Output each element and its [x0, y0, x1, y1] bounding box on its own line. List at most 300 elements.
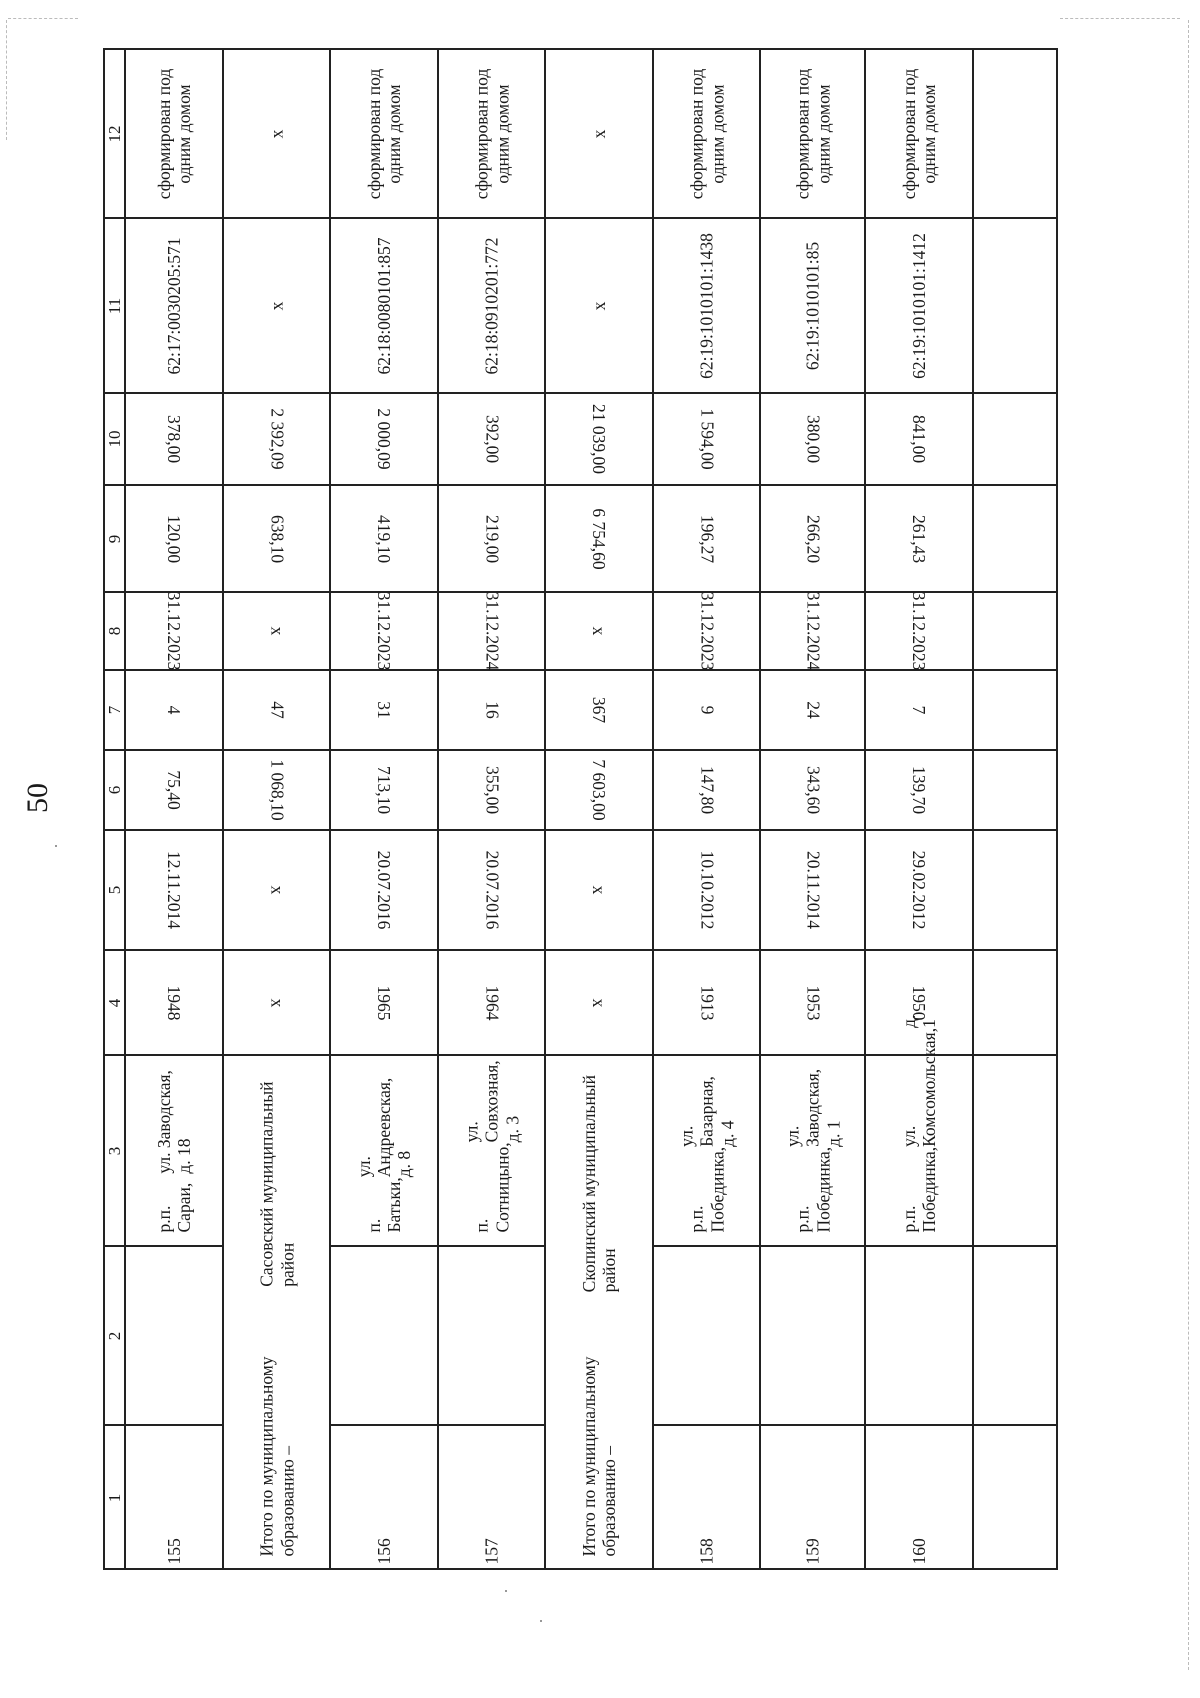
cell-num-line: 156 [373, 1537, 394, 1564]
cell-date1-line: 20.07.2016 [374, 850, 395, 930]
cell-num-line: 160 [908, 1537, 929, 1564]
cell-num-line: 159 [802, 1537, 823, 1564]
header-col-8 [105, 592, 125, 670]
cell-area-line: 713,10 [374, 765, 395, 815]
cell-status-text [653, 50, 760, 218]
cell-people-line: 7 [909, 705, 930, 715]
cell-cadastral-text [865, 218, 973, 393]
cell-v9 [438, 485, 545, 592]
cell-cadastral-text [545, 218, 653, 393]
cell-address [330, 1055, 438, 1246]
cell-year [545, 950, 653, 1055]
cell-date1 [330, 830, 438, 950]
cell-date1-text [545, 830, 653, 950]
cell-cadastral [438, 218, 545, 393]
header-col-6-text [105, 750, 125, 830]
cell-status-line: сформирован под одним домом [686, 68, 727, 200]
cell-date1-line: х [589, 885, 610, 895]
cell-cadastral-text [223, 218, 330, 393]
cell-date2-text [545, 592, 653, 670]
cell-area [125, 750, 223, 830]
cell-v9-text [125, 485, 223, 592]
cell-num-text [125, 1425, 223, 1570]
header-col-9-line: 9 [105, 534, 125, 543]
cell-address-line: ул. Заводская, д. 18 [153, 1069, 194, 1174]
cell-status [223, 50, 330, 218]
cell-date1 [760, 830, 865, 950]
cell-col-2-text [330, 1246, 438, 1425]
cell-year [125, 950, 223, 1055]
cell-num [330, 1425, 438, 1570]
cell-date1 [223, 830, 330, 950]
cell-v10-text [760, 393, 865, 485]
cell-num-text [330, 1425, 438, 1570]
cell-address [865, 1014, 973, 1246]
cell-area [545, 750, 653, 830]
cell-status-line: х [266, 129, 287, 139]
cell-date2-line: х [266, 626, 287, 636]
scan-speck [505, 1590, 507, 1592]
cell-address-line: п. Сотницыно, [471, 1141, 512, 1232]
cell-date2-line: 31.12.2024 [481, 591, 502, 671]
cell-date2 [760, 592, 865, 670]
cell-cadastral-text [125, 218, 223, 393]
cell-num-line: 155 [163, 1537, 184, 1564]
header-col-6-line: 6 [105, 785, 125, 795]
cell-v10-line: 841,00 [909, 414, 930, 464]
header-col-7 [105, 670, 125, 750]
cell-area-line: 1 068,10 [266, 759, 287, 821]
cell-status-text [865, 50, 973, 218]
cell-date2-text [330, 592, 438, 670]
cell-date1-line: 20.07.2016 [481, 850, 502, 930]
header-col-2 [105, 1246, 125, 1425]
cell-address-text [125, 1055, 223, 1246]
header-col-4-text [105, 950, 125, 1055]
cell-date2-line: 31.12.2023 [909, 591, 930, 671]
cell-num-line: 158 [696, 1537, 717, 1564]
cell-cadastral-line: 62:19:1010101:85 [802, 241, 823, 370]
cell-date1-line: 29.02.2012 [909, 850, 930, 930]
cell-address-line: ул. Заводская, д. 1 [782, 1068, 843, 1147]
data-table [103, 48, 1058, 1570]
cell-v10 [865, 393, 973, 485]
cell-subtotal-label-text [545, 1055, 653, 1570]
scan-speck [55, 845, 57, 847]
cell-date1-text [330, 830, 438, 950]
cell-year [653, 950, 760, 1055]
page-number: 50 [21, 783, 54, 813]
header-col-4 [105, 950, 125, 1055]
cell-date1 [545, 830, 653, 950]
cell-area [760, 750, 865, 830]
cell-cadastral-line: 62:18:0080101:857 [373, 236, 394, 375]
header-col-12 [105, 50, 125, 218]
cell-people-text [125, 670, 223, 750]
cell-v10-text [865, 393, 973, 485]
cell-date2 [438, 592, 545, 670]
header-col-5-text [105, 830, 125, 950]
cell-num-text [438, 1425, 545, 1570]
header-col-8-line: 8 [105, 626, 125, 636]
cell-date1-line: 10.10.2012 [696, 850, 717, 930]
cell-col-2 [330, 1246, 438, 1425]
cell-v9-text [865, 485, 973, 592]
cell-cadastral-text [330, 218, 438, 393]
cell-v10 [653, 393, 760, 485]
cell-v9 [653, 485, 760, 592]
cell-col-2 [760, 1246, 865, 1425]
cell-status-line: сформирован под одним домом [153, 68, 194, 200]
cell-v10 [125, 393, 223, 485]
cell-subtotal-label-line: Скопинский муниципальный район [578, 1074, 619, 1292]
cell-v9 [545, 485, 653, 592]
cell-date2-line: 31.12.2023 [374, 591, 395, 671]
cell-area [865, 750, 973, 830]
cell-area-line: 139,70 [909, 765, 930, 815]
cell-date2-line: х [589, 626, 610, 636]
cell-status [653, 50, 760, 218]
cell-people-text [545, 670, 653, 750]
cell-people [653, 670, 760, 750]
cell-cadastral [330, 218, 438, 393]
cell-col-2 [653, 1246, 760, 1425]
header-col-7-text [105, 670, 125, 750]
cell-area-text [865, 750, 973, 830]
scan-edge-top-left [8, 18, 78, 19]
cell-cadastral-line: 62:19:1010101:1412 [908, 232, 929, 379]
cell-v10-text [125, 393, 223, 485]
header-col-1-line: 1 [105, 1493, 125, 1502]
cell-v10-line: 1 594,00 [696, 408, 717, 470]
cell-cadastral [125, 218, 223, 393]
header-col-11-line: 11 [105, 297, 125, 314]
cell-people [330, 670, 438, 750]
cell-num [438, 1425, 545, 1570]
header-col-9-text [105, 485, 125, 592]
header-col-8-text [105, 592, 125, 670]
cell-subtotal-label-line: Сасовский муниципальный район [256, 1080, 297, 1287]
header-col-4-line: 4 [105, 998, 125, 1007]
cell-address-line: р.п. Побединка, [898, 1146, 939, 1232]
cell-cadastral-text [438, 218, 545, 393]
cell-status-text [223, 50, 330, 218]
cell-v10-text [545, 393, 653, 485]
cell-address-line: п. Батьки, [363, 1176, 404, 1232]
cell-date2-text [865, 592, 973, 670]
cell-address-line: р.п. Побединка, [686, 1146, 727, 1232]
cell-status [438, 50, 545, 218]
cell-people-line: 31 [374, 701, 395, 719]
cell-v10-line: 378,00 [164, 414, 185, 464]
header-col-1 [105, 1425, 125, 1570]
cell-date2-line: 31.12.2023 [164, 591, 185, 671]
cell-v9 [330, 485, 438, 592]
cell-v10-line: 2 392,09 [266, 408, 287, 470]
header-col-10-line: 10 [105, 430, 125, 448]
cell-v9-text [223, 485, 330, 592]
cell-v10 [223, 393, 330, 485]
cell-date1-text [653, 830, 760, 950]
cell-address-line: д. 1 [898, 1014, 939, 1028]
cell-cadastral [865, 218, 973, 393]
cell-address [125, 1055, 223, 1246]
cell-status-text [760, 50, 865, 218]
cell-year-text [330, 950, 438, 1055]
cell-subtotal-label [545, 1055, 653, 1570]
cell-year [330, 950, 438, 1055]
cell-col-2 [438, 1246, 545, 1425]
cell-area-text [653, 750, 760, 830]
cell-people [760, 670, 865, 750]
cell-cadastral [653, 218, 760, 393]
cell-address-line: ул. Комсомольская, [898, 1027, 939, 1147]
cell-address-text [653, 1055, 760, 1246]
cell-cadastral-text [760, 218, 865, 393]
cell-date2-text [223, 592, 330, 670]
cell-cadastral [760, 218, 865, 393]
cell-address-line: ул. Совхозная, д. 3 [461, 1059, 522, 1142]
cell-num-text [865, 1425, 973, 1570]
cell-status-line: сформирован под одним домом [471, 68, 512, 200]
cell-v10-line: 2 000,09 [374, 408, 395, 470]
cell-cadastral [545, 218, 653, 393]
cell-date2-text [125, 592, 223, 670]
cell-area [330, 750, 438, 830]
cell-address-line: ул. Базарная, д. 4 [676, 1075, 737, 1147]
cell-v10-line: 392,00 [481, 414, 502, 464]
cell-v9-line: 120,00 [164, 514, 185, 563]
cell-status [865, 50, 973, 218]
cell-year-line: 1950 [909, 985, 930, 1020]
cell-area-text [760, 750, 865, 830]
cell-people-text [865, 670, 973, 750]
cell-col-2 [125, 1246, 223, 1425]
cell-people-line: 16 [481, 701, 502, 719]
cell-area-line: 7 603,00 [589, 759, 610, 821]
cell-col-2-text [760, 1246, 865, 1425]
cell-year [760, 950, 865, 1055]
cell-address-text [760, 1055, 865, 1246]
cell-cadastral-text [653, 218, 760, 393]
cell-v9-text [545, 485, 653, 592]
cell-people-text [438, 670, 545, 750]
cell-status-text [330, 50, 438, 218]
cell-address-line: р.п. Побединка, [792, 1146, 833, 1232]
cell-address-text [438, 1055, 545, 1246]
cell-year-line: 1965 [374, 985, 395, 1020]
cell-col-2 [865, 1246, 973, 1425]
cell-year-line: 1913 [696, 985, 717, 1020]
cell-v10-text [223, 393, 330, 485]
header-col-12-line: 12 [105, 125, 125, 143]
cell-address-text [865, 1014, 973, 1246]
cell-address-line: ул. Андреевская, д. 8 [353, 1077, 415, 1177]
cell-v10 [330, 393, 438, 485]
cell-v9 [125, 485, 223, 592]
cell-status-line: сформирован под одним домом [898, 68, 939, 200]
cell-area [438, 750, 545, 830]
header-col-2-text [105, 1246, 125, 1425]
cell-v9 [760, 485, 865, 592]
cell-area [223, 750, 330, 830]
cell-date2 [545, 592, 653, 670]
cell-num [125, 1425, 223, 1570]
header-col-5-line: 5 [105, 885, 125, 895]
header-col-3-line: 3 [105, 1146, 125, 1155]
cell-address [760, 1055, 865, 1246]
cell-v9-text [438, 485, 545, 592]
header-col-7-line: 7 [105, 705, 125, 715]
cell-v9-line: 638,10 [266, 514, 287, 563]
cell-status [330, 50, 438, 218]
cell-area-line: 147,80 [696, 765, 717, 815]
cell-year [438, 950, 545, 1055]
cell-cadastral-line: 62:18:0910201:772 [481, 236, 502, 375]
cell-date2 [125, 592, 223, 670]
cell-date1-line: 12.11.2014 [164, 850, 185, 930]
cell-col-2-text [653, 1246, 760, 1425]
cell-people [223, 670, 330, 750]
cell-status-line: х [588, 129, 609, 139]
cell-area-line: 75,40 [164, 770, 185, 810]
cell-v9-line: 6 754,60 [589, 507, 610, 570]
cell-status [545, 50, 653, 218]
cell-date1-text [865, 830, 973, 950]
cell-v10 [545, 393, 653, 485]
cell-people [438, 670, 545, 750]
cell-date2 [865, 592, 973, 670]
cell-people-text [760, 670, 865, 750]
cell-subtotal-label [223, 1055, 330, 1570]
cell-year [223, 950, 330, 1055]
cell-v9-text [653, 485, 760, 592]
cell-date2-text [760, 592, 865, 670]
cell-date2-text [438, 592, 545, 670]
header-col-11-text [105, 218, 125, 393]
cell-num-text [653, 1425, 760, 1570]
cell-people-text [223, 670, 330, 750]
cell-cadastral [223, 218, 330, 393]
cell-v9 [223, 485, 330, 592]
cell-year-text [438, 950, 545, 1055]
cell-area-text [330, 750, 438, 830]
cell-v10 [438, 393, 545, 485]
cell-year-line: 1953 [802, 985, 823, 1020]
cell-area-line: 343,60 [802, 765, 823, 815]
cell-cadastral-line: 62:17:0030205:571 [163, 236, 184, 375]
cell-date1 [653, 830, 760, 950]
cell-col-2-text [865, 1246, 973, 1425]
cell-area-line: 355,00 [481, 765, 502, 815]
cell-year-text [125, 950, 223, 1055]
cell-cadastral-line: х [588, 301, 609, 310]
cell-people-text [330, 670, 438, 750]
cell-people [125, 670, 223, 750]
cell-status [760, 50, 865, 218]
cell-year-line: х [266, 998, 287, 1007]
header-col-1-text [105, 1425, 125, 1570]
header-col-3 [105, 1055, 125, 1246]
cell-address [438, 1055, 545, 1246]
header-col-5 [105, 830, 125, 950]
cell-date1-line: х [266, 885, 287, 895]
cell-area-text [545, 750, 653, 830]
cell-year-text [653, 950, 760, 1055]
header-col-11 [105, 218, 125, 393]
cell-date1-text [125, 830, 223, 950]
scan-speck [540, 1620, 542, 1622]
cell-date2-text [653, 592, 760, 670]
header-col-3-text [105, 1055, 125, 1246]
cell-num [760, 1425, 865, 1570]
cell-address [653, 1055, 760, 1246]
cell-year-line: х [589, 998, 610, 1007]
cell-people-line: 367 [589, 696, 610, 724]
cell-people-text [653, 670, 760, 750]
cell-status-text [438, 50, 545, 218]
cell-date1 [125, 830, 223, 950]
cell-v9-line: 196,27 [696, 514, 717, 563]
scan-edge-left [6, 20, 7, 140]
cell-num [865, 1425, 973, 1570]
header-col-9 [105, 485, 125, 592]
cell-num [653, 1425, 760, 1570]
cell-year-text [223, 950, 330, 1055]
cell-area-text [125, 750, 223, 830]
cell-people-line: 4 [164, 705, 185, 715]
cell-area-text [438, 750, 545, 830]
cell-cadastral-line: 62:19:1010101:1438 [696, 232, 717, 379]
cell-subtotal-label-line: Итого по муниципальному образованию – [256, 1355, 297, 1556]
cell-people-line: 47 [266, 701, 287, 719]
cell-status-line: сформирован под одним домом [363, 68, 404, 200]
cell-date1-line: 20.11.2014 [802, 850, 823, 930]
cell-cadastral-line: х [266, 301, 287, 310]
cell-people [545, 670, 653, 750]
cell-v9-line: 219,00 [481, 514, 502, 563]
cell-status-text [545, 50, 653, 218]
cell-v9 [865, 485, 973, 592]
cell-date1-text [760, 830, 865, 950]
header-col-6 [105, 750, 125, 830]
cell-status-text [125, 50, 223, 218]
cell-date1 [438, 830, 545, 950]
cell-num-line: 157 [481, 1537, 502, 1564]
cell-address-text [330, 1055, 438, 1246]
cell-date2-line: 31.12.2023 [696, 591, 717, 671]
cell-v10-line: 380,00 [802, 414, 823, 464]
cell-area [653, 750, 760, 830]
cell-people-line: 24 [802, 701, 823, 719]
cell-num-text [760, 1425, 865, 1570]
cell-v10-line: 21 039,00 [589, 404, 610, 474]
cell-status-line: сформирован под одним домом [792, 68, 833, 200]
header-col-2-line: 2 [105, 1331, 125, 1340]
cell-date2 [223, 592, 330, 670]
cell-year-text [545, 950, 653, 1055]
cell-date2 [653, 592, 760, 670]
cell-status [125, 50, 223, 218]
cell-people [865, 670, 973, 750]
cell-v10 [760, 393, 865, 485]
cell-people-line: 9 [696, 705, 717, 715]
scan-edge-right [1188, 20, 1189, 1670]
cell-v9-line: 419,10 [374, 514, 395, 563]
cell-year-line: 1948 [164, 985, 185, 1020]
cell-v10-text [653, 393, 760, 485]
cell-v9-line: 266,20 [802, 514, 823, 563]
